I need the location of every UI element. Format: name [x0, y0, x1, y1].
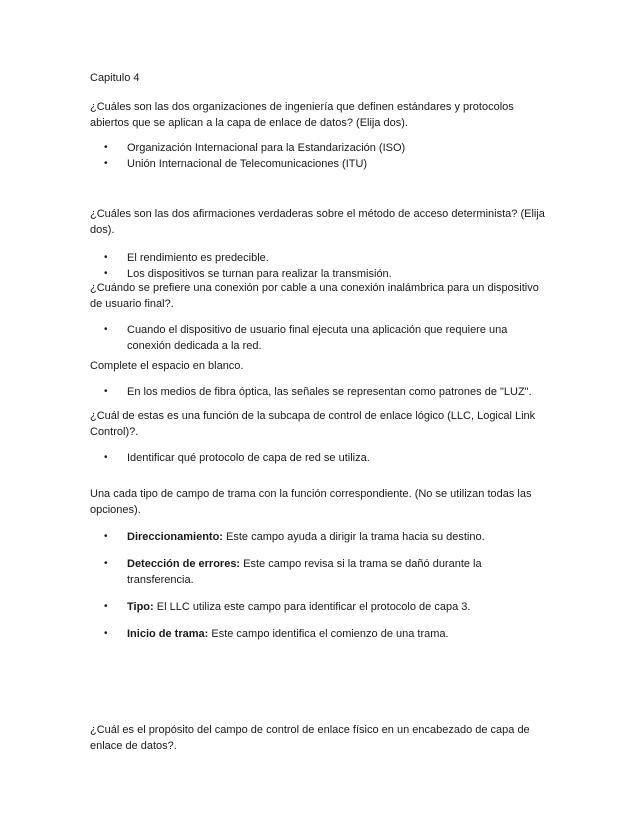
bullet-icon: • — [104, 601, 108, 612]
bullet-icon: • — [104, 558, 108, 569]
bullet-icon: • — [104, 268, 108, 279]
answer-list — [90, 140, 550, 172]
question-1 — [90, 99, 550, 172]
question-text: ¿Cuál es el propósito del campo de control de enlace físico en un encabezado de capa de enlace de datos?. — [90, 724, 530, 752]
bullet-icon: • — [104, 452, 108, 463]
answer-list — [90, 250, 550, 282]
question-text: ¿Cuándo se prefiere una conexión por cable a una conexión inalámbrica para un dispositivo de usuario final?. — [90, 282, 539, 310]
bullet-icon: • — [104, 324, 108, 335]
bullet-icon: • — [104, 628, 108, 639]
chapter-heading — [90, 70, 550, 86]
answer-item: • Unión Internacional de Telecomunicaciones (ITU) — [104, 158, 368, 170]
question-text: ¿Cuál de estas es una función de la subcapa de control de enlace lógico (LLC, Logical Link Control)?. — [90, 410, 536, 438]
question-7 — [90, 722, 550, 754]
question-2 — [90, 206, 550, 282]
answer-list — [90, 529, 550, 642]
question-text: ¿Cuáles son las dos organizaciones de ingeniería que definen estándares y protocolos abiertos que se aplican a la capa de enlace de datos? (Elija dos). — [90, 101, 514, 129]
field-term: Direccionamiento: — [127, 531, 223, 543]
answer-list — [90, 322, 550, 354]
answer-list — [90, 384, 550, 400]
field-term: Detección de errores: — [127, 558, 241, 570]
question-6 — [90, 486, 550, 642]
answer-item: • Detección de errores: Este campo revisa si la trama se dañó durante la transferencia. — [104, 558, 482, 586]
bullet-icon: • — [104, 158, 108, 169]
answer-item: • Cuando el dispositivo de usuario final ejecuta una aplicación que requiere una conexión dedicada a la red. — [104, 324, 508, 352]
answer-item: • Inicio de trama: Este campo identifica el comienzo de una trama. — [104, 628, 449, 640]
answer-item: • Organización Internacional para la Estandarización (ISO) — [104, 142, 406, 154]
bullet-icon: • — [104, 252, 108, 263]
question-text: Una cada tipo de campo de trama con la función correspondiente. (No se utilizan todas las opciones). — [90, 488, 532, 516]
bullet-icon: • — [104, 386, 108, 397]
question-4 — [90, 358, 550, 400]
question-3 — [90, 280, 550, 354]
answer-item: • Los dispositivos se turnan para realizar la transmisión. — [104, 268, 392, 280]
answer-item: • Tipo: El LLC utiliza este campo para identificar el protocolo de capa 3. — [104, 601, 471, 613]
bullet-icon: • — [104, 531, 108, 542]
question-text: Complete el espacio en blanco. — [90, 360, 244, 372]
bullet-icon: • — [104, 142, 108, 153]
question-5 — [90, 408, 550, 466]
answer-list — [90, 450, 550, 466]
chapter-title: Capitulo 4 — [90, 72, 140, 84]
answer-item: • Direccionamiento: Este campo ayuda a dirigir la trama hacia su destino. — [104, 531, 485, 543]
question-text: ¿Cuáles son las dos afirmaciones verdaderas sobre el método de acceso determinista? (Elija dos). — [90, 208, 545, 236]
field-term: Inicio de trama: — [127, 628, 209, 640]
answer-item: • El rendimiento es predecible. — [104, 252, 269, 264]
answer-item: • Identificar qué protocolo de capa de red se utiliza. — [104, 452, 370, 464]
answer-item: • En los medios de fibra óptica, las señales se representan como patrones de "LUZ". — [104, 386, 532, 398]
field-term: Tipo: — [127, 601, 154, 613]
